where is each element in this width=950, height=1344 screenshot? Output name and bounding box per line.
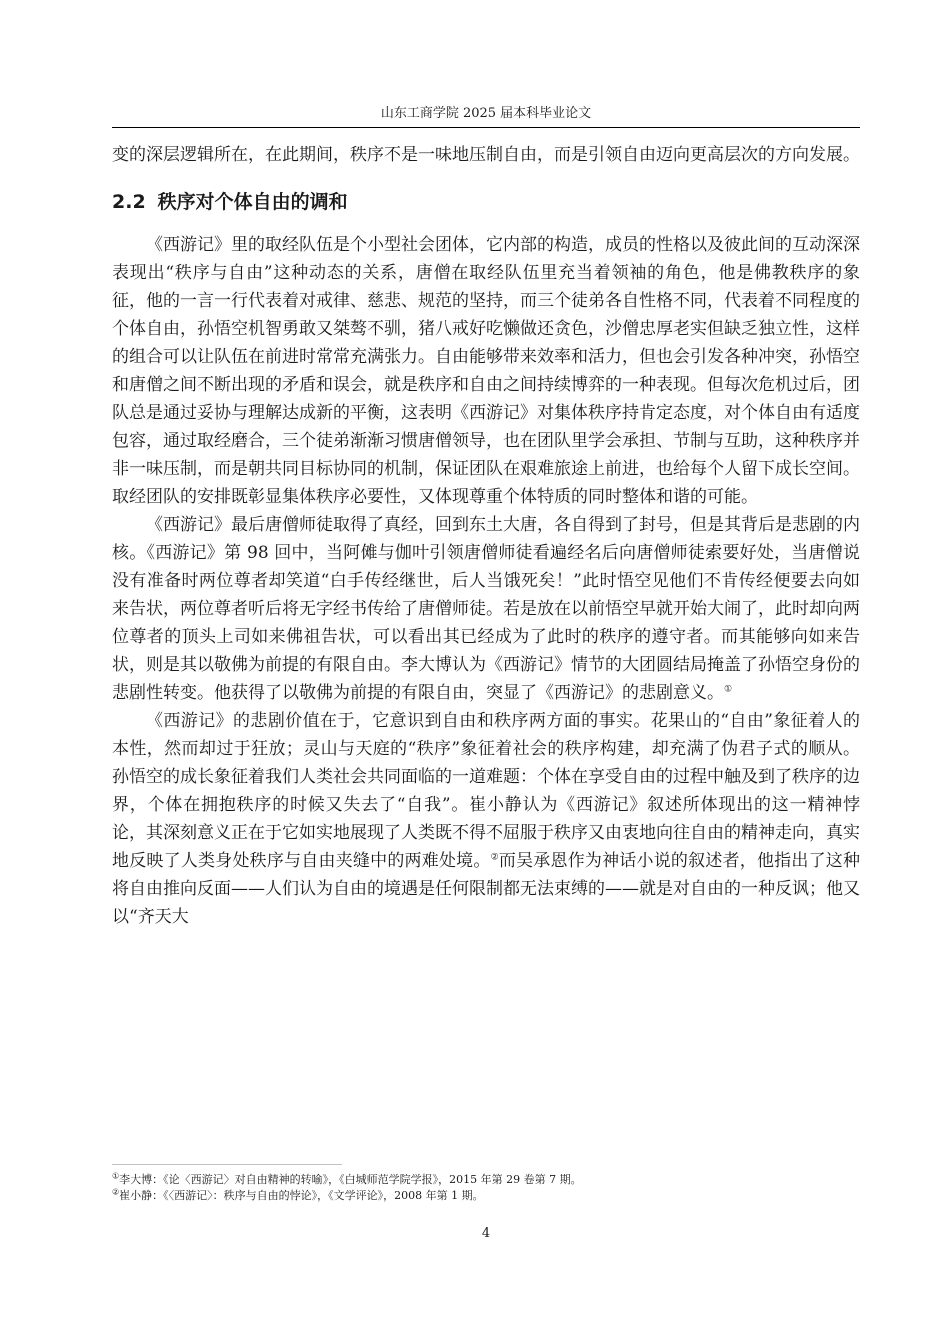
paragraph [112,707,860,931]
footnote-text: 崔小静：《〈西游记〉：秩序与自由的悖论》，《文学评论》，2008 年第 1 期。 [119,1189,484,1202]
running-header: 山东工商学院 2025 届本科毕业论文 [380,106,592,121]
header-rule [112,127,860,128]
footnote-text: 李大博：《论〈西游记〉对自由精神的转喻》，《白城师范学院学报》，2015 年第 29 卷第 7 期。 [119,1173,582,1186]
section-title: 秩序对个体自由的调和 [157,191,348,213]
paragraph: 《西游记》里的取经队伍是个小型社会团体，它内部的构造，成员的性格以及彼此间的互动深深表现出“秩序与自由”这种动态的关系，唐僧在取经队伍里充当着领袖的角色，他是佛教秩序的象征，他的一言一行代表着对戒律、慈悲、规范的坚持，而三个徒弟各自性格不同，代表着不同程度的个体自由，孙悟空机智勇敢又桀骜不驯，猪八戒好吃懒做还贪色，沙僧忠厚老实但缺乏独立性，这样的组合可以让队伍在前进时常常充满张力。自由能够带来效率和活力，但也会引发各种冲突，孙悟空和唐僧之间不断出现的矛盾和误会，就是秩序和自由之间持续博弈的一种表现。但每次危机过后，团队总是通过妥协与理解达成新的平衡，这表明《西游记》对集体秩序持肯定态度，对个体自由有适度包容，通过取经磨合，三个徒弟渐渐习惯唐僧领导，也在团队里学会承担、节制与互助，这种秩序并非一味压制，而是朝共同目标协同的机制，保证团队在艰难旅途上前进，也给每个人留下成长空间。取经团队的安排既彰显集体秩序必要性，又体现尊重个体特质的同时整体和谐的可能。 [112,235,860,507]
paragraph [112,511,860,707]
footnote-rule [112,1164,342,1165]
paragraph-text: 《西游记》的悲剧价值在于，它意识到自由和秩序两方面的事实。花果山的“自由”象征着人的本性，然而却过于狂放；灵山与天庭的“秩序”象征着社会的秩序构建，却充满了伪君子式的顺从。孙悟空的成长象征着我们人类社会共同面临的一道难题：个体在享受自由的过程中触及到了秩序的边界，个体在拥抱秩序的时候又失去了“自我”。崔小静认为《西游记》叙述所体现出的这一精神悖论，其深刻意义正在于它如实地展现了人类既不得不屈服于秩序又由衷地向往自由的精神走向，真实地反映了人类身处秩序与自由夹缝中的两难处境。 [112,711,860,871]
footnote [112,1188,860,1204]
footnotes [112,1172,860,1204]
section-number: 2.2 [112,191,146,213]
footnote-reference[interactable]: ① [724,684,733,695]
continued-paragraph: 变的深层逻辑所在，在此期间，秩序不是一味地压制自由，而是引领自由迈向更高层次的方向发展。 [112,145,860,165]
paragraph-text: 而吴承恩作为神话小说的叙述者，他指出了这种将自由推向反面——人们认为自由的境遇是任何限制都无法束缚的——就是对自由的一种反讽；他又以“齐天大 [112,851,861,927]
footnote-reference[interactable]: ② [490,852,499,863]
footnote-mark: ① [112,1171,120,1181]
body-text [112,141,860,931]
footnote [112,1172,860,1188]
paragraph-text: 《西游记》最后唐僧师徒取得了真经，回到东土大唐，各自得到了封号，但是其背后是悲剧的内核。《西游记》第 98 回中，当阿傩与伽叶引领唐僧师徒看遍经名后向唐僧师徒索要好处，当唐僧说没有准备时两位尊者却笑道“白手传经继世，后人当饿死矣！”此时悟空见他们不肯传经便要去向如来告状，两位尊者听后将无字经书传给了唐僧师徒。若是放在以前悟空早就开始大闹了，此时却向两位尊者的顶头上司如来佛祖告状，可以看出其已经成为了此时的秩序的遵守者。而其能够向如来告状，则是其以敬佛为前提的有限自由。李大博认为《西游记》情节的大团圆结局掩盖了孙悟空身份的悲剧性转变。他获得了以敬佛为前提的有限自由，突显了《西游记》的悲剧意义。 [112,515,860,703]
section-heading [112,177,860,231]
footnote-mark: ② [112,1187,120,1197]
page-number: 4 [481,1226,491,1241]
